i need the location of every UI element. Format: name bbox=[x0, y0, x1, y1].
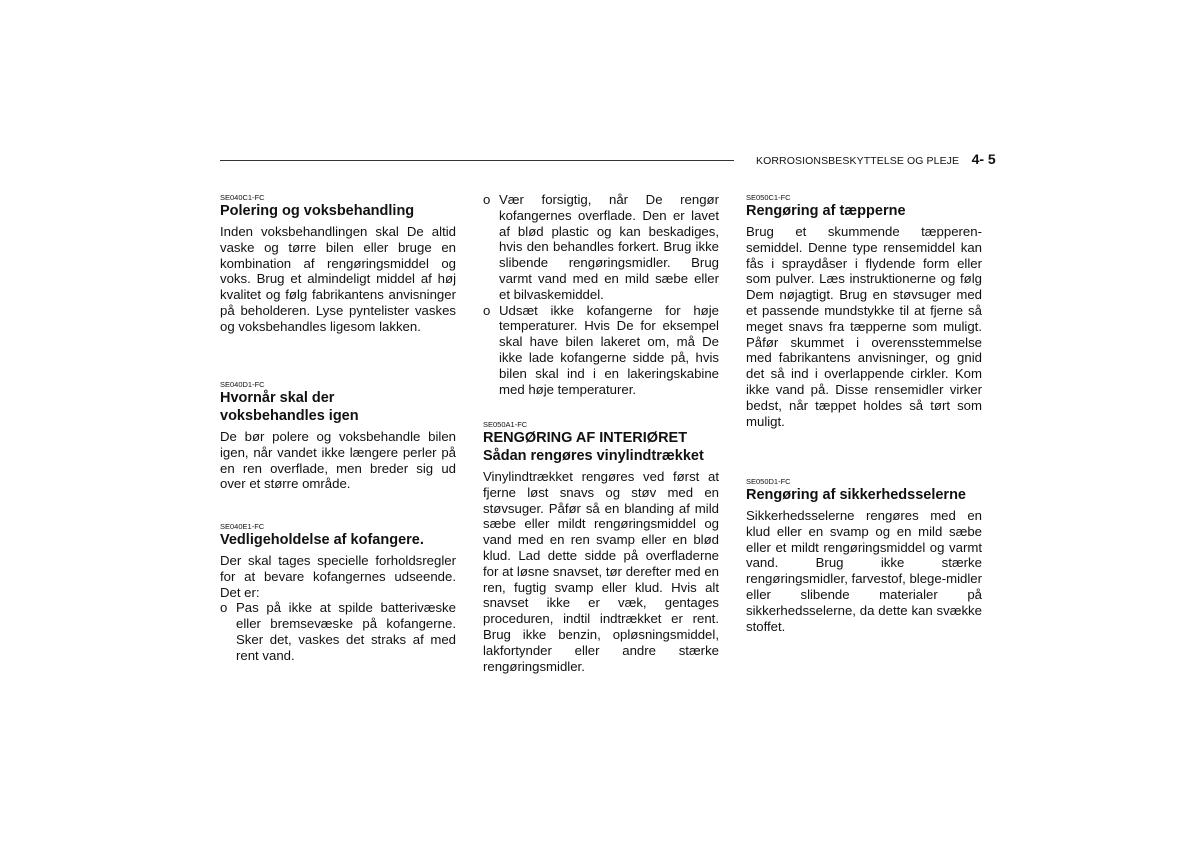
page-number: 4- 5 bbox=[971, 151, 996, 167]
column-right bbox=[746, 193, 982, 429]
section-code: SE040C1-FC bbox=[220, 193, 265, 202]
list-item-text: Pas på ikke at spilde batterivæske eller bremsevæske på kofangerne. Sker det, vaskes det straks af med rent vand. bbox=[236, 600, 456, 663]
section-heading: Hvornår skal der bbox=[220, 390, 335, 406]
list-item-text: Udsæt ikke kofangerne for høje temperaturer. Hvis De for eksempel skal have bilen lakeret om, må De ikke lade kofangerne sidde på, hvis bilen skal ind i en lakeringskabine med høje temperaturer. bbox=[499, 302, 719, 397]
column-left-s2 bbox=[220, 380, 456, 492]
section-text: Sikkerhedsselerne rengøres med en klud eller en svamp og en mild sæbe eller et mildt rengøringsmiddel og varmt vand. Brug ikke stærke rengøringsmidler, farvestof, blege-midler eller slibende materialer på sikkerhedsselerne, da dette kan svække stoffet. bbox=[746, 508, 983, 634]
section-text: Inden voksbehandlingen skal De altid vaske og tørre bilen eller bruge en kombination af rengøringsmiddel og voks. Brug et almindeligt middel af høj kvalitet og følg fabrikantens anvisninger på beholderen. Lyse pyntelister vaskes og voksbehandles ligesom lakken. bbox=[220, 224, 456, 334]
section-code: SE050D1-FC bbox=[746, 477, 791, 486]
section-heading: Polering og voksbehandling bbox=[220, 203, 415, 219]
section-heading: Rengøring af tæpperne bbox=[746, 203, 906, 219]
bullet-marker: o bbox=[483, 192, 491, 207]
section-code: SE050C1-FC bbox=[746, 193, 791, 202]
section-text: De bør polere og voksbehandle bilen igen, når vandet ikke længere perler på en ren overflade, men breder sig ud over et større område. bbox=[220, 429, 456, 492]
header-rule bbox=[220, 160, 734, 161]
list-item-text: Vær forsigtig, når De rengør kofangernes overflade. Den er lavet af blød plastic og kan beskadiges, hvis den behandles forkert. Brug ikke slibende rengøringsmidler. Brug varmt vand med en mild sæbe eller et bilvaskemiddel. bbox=[499, 192, 719, 302]
column-left bbox=[220, 193, 456, 335]
section-text: Brug et skummende tæpperen-semiddel. Denne type rensemiddel kan fås i spraydåser i flydende form eller som pulver. Læs instruktionerne og følg Dem nøjagtigt. Brug en støvsuger med et passende mundstykke til at fjerne så meget snavs fra tæpperne som muligt. Påfør skummet i overensstemmelse med fabrikantens anvisninger, og gnid det så ind i overlappende cirkler. Kom ikke vand på. Disse rensemidler virker bedst, når tæppet holdes så tørt som muligt. bbox=[746, 224, 982, 429]
section-code: SE040E1-FC bbox=[220, 522, 265, 531]
section-heading: Rengøring af sikkerhedsselerne bbox=[746, 487, 966, 503]
column-middle bbox=[483, 192, 719, 397]
section-code: SE040D1-FC bbox=[220, 380, 265, 389]
section-code: SE050A1-FC bbox=[483, 420, 528, 429]
column-right-s6 bbox=[746, 477, 982, 634]
list-item bbox=[220, 600, 456, 663]
bullet-marker: o bbox=[483, 302, 491, 318]
section-heading: Vedligeholdelse af kofangere. bbox=[220, 532, 424, 548]
section-subheading: Sådan rengøres vinylindtrækket bbox=[483, 448, 704, 464]
list-item bbox=[483, 192, 719, 303]
list-item bbox=[483, 303, 719, 398]
bullet-list bbox=[220, 600, 456, 663]
page-header bbox=[756, 151, 996, 169]
bullet-list bbox=[483, 192, 719, 397]
section-heading: voksbehandles igen bbox=[220, 408, 359, 424]
section-heading: RENGØRING AF INTERIØRET bbox=[483, 430, 688, 446]
chapter-title: KORROSIONSBESKYTTELSE OG PLEJE bbox=[756, 155, 960, 167]
section-text: Der skal tages specielle forholdsregler for at bevare kofangernes udseende. Det er: bbox=[220, 553, 456, 600]
section-text: Vinylindtrækket rengøres ved først at fjerne løst snavs og støv med en støvsuger. Påfør så en blanding af mild sæbe eller mildt rengøringsmiddel og vand med en ren svamp eller en blød klud. Lad dette sidde på overfladerne for at løsne snavset, tør derefter med en ren, fugtig svamp eller klud. Hvis alt snavset ikke er væk, gentages proceduren, indtil indtrækket er rent. Brug ikke benzin, opløsningsmiddel, lakfortynder eller andre stærke rengøringsmidler. bbox=[483, 469, 719, 674]
column-middle-s4 bbox=[483, 420, 719, 674]
column-left-s3 bbox=[220, 522, 456, 664]
bullet-marker: o bbox=[220, 600, 228, 616]
